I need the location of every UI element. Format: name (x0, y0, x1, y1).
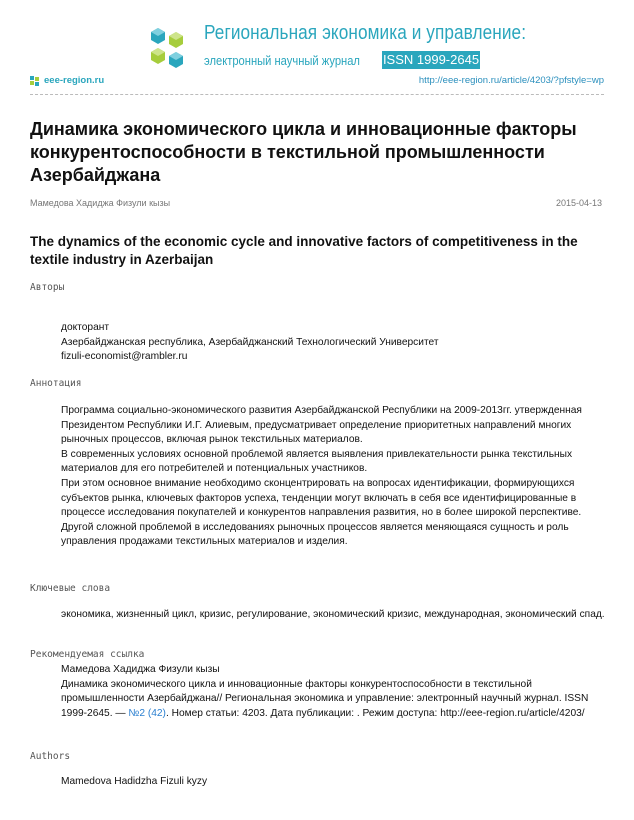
abstract-paragraph: Программа социально-экономического развития Азербайджанской Республики на 2009-2013гг. утвержденная Президентом Республики И.Г. Алиевым, предусматривает определение приоритетных направлений многих рыночных процессов, включая рынок текстильных материалов. (61, 405, 582, 446)
journal-title: Региональная экономика и управление: (204, 22, 527, 44)
journal-logo-icon (150, 26, 194, 70)
author-affiliation: Азербайджанская республика, Азербайджанский Технологический Университет (61, 336, 439, 348)
abstract-paragraph: В современных условиях основной проблемой является выявления привлекательности рынка текстильных материалов для его потребителей и потенциальных участников. (61, 448, 573, 475)
authors-en-label: Authors (30, 751, 71, 762)
keywords-text: экономика, жизненный цикл, кризис, регулирование, экономический кризис, международная, экономический спад. (61, 609, 605, 620)
article-title-ru: Динамика экономического цикла и инновационные факторы конкурентоспособности в текстильной промышленности Азербайджана (30, 119, 577, 185)
author-email[interactable]: fizuli-economist@rambler.ru (61, 351, 188, 363)
citation-text (61, 678, 609, 722)
author-position: докторант (61, 322, 110, 333)
citation-author: Мамедова Хадиджа Физули кызы (61, 664, 220, 675)
authors-label: Авторы (30, 282, 65, 293)
site-home-link[interactable] (30, 75, 104, 86)
site-name: eee-region.ru (44, 75, 105, 86)
abstract-block (61, 404, 609, 550)
citation-label: Рекомендуемая ссылка (30, 649, 145, 660)
page-header (0, 0, 634, 96)
article-title-en: The dynamics of the economic cycle and innovative factors of competitiveness in the textile industry in Azerbaijan (30, 234, 578, 267)
issue-link[interactable]: №2 (42) (128, 707, 166, 719)
citation-text-part: Динамика экономического цикла и инновационные факторы конкурентоспособности в текстильной промышленности Азербайджана// Региональная экономика и управление: электронный научный журнал. ISSN 1999-2645. — (61, 678, 589, 719)
issn-badge: ISSN 1999-2645 (382, 52, 480, 67)
authors-en-name: Mamedova Hadidzha Fizuli kyzy (61, 776, 208, 787)
header-divider (30, 94, 604, 95)
article-author: Мамедова Хадиджа Физули кызы (30, 198, 171, 208)
abstract-label: Аннотация (30, 378, 82, 389)
citation-text-part: . Номер статьи: 4203. Дата публикации: . Режим доступа: http://eee-region.ru/article/4203/ (165, 707, 585, 719)
article-url-link[interactable]: http://eee-region.ru/article/4203/?pfstyle=wp (418, 75, 604, 86)
abstract-paragraph: Другой сложной проблемой в исследованиях рыночных процессов является меняющаяся сущность и роль управления продажами текстильных материалов и изделия. (61, 521, 569, 548)
citation-block (61, 663, 609, 721)
authors-block (61, 321, 609, 365)
site-info-row (30, 75, 604, 89)
keywords-label: Ключевые слова (30, 583, 111, 594)
article-date: 2015-04-13 (556, 198, 603, 208)
abstract-paragraph: При этом основное внимание необходимо сконцентрировать на вопросах идентификации, формирующихся субъектов рынка, ключевых факторов успеха, тенденции могут включать в себя все идентифицированные в процессе исследования покупателей и конкурентов направления развития, но в более широкой перспективе. (61, 477, 582, 519)
journal-subtitle: электронный научный журнал (204, 53, 360, 68)
site-logo-icon (30, 76, 40, 86)
